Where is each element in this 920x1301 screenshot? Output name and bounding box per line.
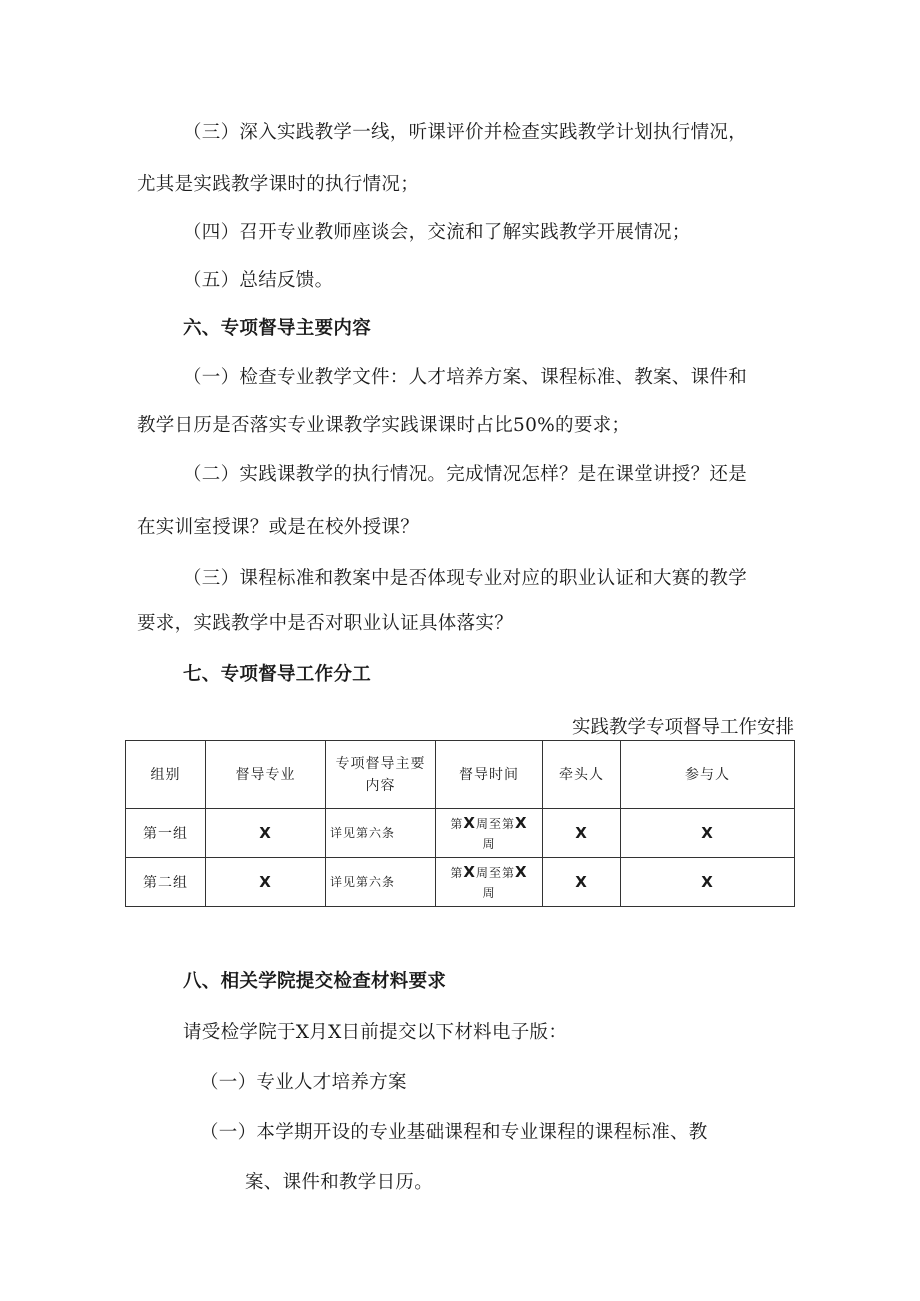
cell-leader: X <box>543 858 621 907</box>
paragraph-line: 请受检学院于X月X日前提交以下材料电子版： <box>183 1022 568 1043</box>
paragraph-line: 教学日历是否落实专业课教学实践课课时占比50%的要求； <box>137 415 631 436</box>
paragraph-line: （三）深入实践教学一线，听课评价并检查实践教学计划执行情况， <box>183 122 748 143</box>
paragraph-line: 尤其是实践教学课时的执行情况； <box>137 174 420 195</box>
table-row <box>126 809 795 858</box>
list-item-continuation: 案、课件和教学日历。 <box>245 1172 434 1193</box>
table-row <box>126 858 795 907</box>
paragraph-line: （二）实践课教学的执行情况。完成情况怎样？是在课堂讲授？还是 <box>183 464 748 485</box>
list-item: （一）专业人才培养方案 <box>200 1072 407 1093</box>
time-prefix: 第 <box>450 865 464 880</box>
header-major: 督导专业 <box>206 741 326 809</box>
paragraph-line: （三）课程标准和教案中是否体现专业对应的职业认证和大赛的教学 <box>183 568 748 589</box>
time-middle: 周至第 <box>476 865 516 880</box>
cell-leader: X <box>543 809 621 858</box>
header-members: 参与人 <box>621 741 795 809</box>
time-x1: X <box>463 862 476 881</box>
time-x1: X <box>463 813 476 832</box>
cell-content: 详见第六条 <box>326 858 436 907</box>
cell-group: 第一组 <box>126 809 206 858</box>
cell-group: 第二组 <box>126 858 206 907</box>
cell-content: 详见第六条 <box>326 809 436 858</box>
cell-time <box>436 858 543 907</box>
section-heading: 七、专项督导工作分工 <box>183 664 372 685</box>
time-prefix: 第 <box>450 816 464 831</box>
time-x2: X <box>515 813 528 832</box>
paragraph-line: （四）召开专业教师座谈会，交流和了解实践教学开展情况； <box>183 222 691 243</box>
paragraph-line: （一）检查专业教学文件：人才培养方案、课程标准、教案、课件和 <box>183 367 748 388</box>
header-time: 督导时间 <box>436 741 543 809</box>
schedule-table <box>125 740 795 907</box>
cell-major: X <box>206 809 326 858</box>
time-x2: X <box>515 862 528 881</box>
time-suffix: 周 <box>482 836 496 851</box>
header-leader: 牵头人 <box>543 741 621 809</box>
list-item: （一）本学期开设的专业基础课程和专业课程的课程标准、教 <box>200 1122 708 1143</box>
header-content: 专项督导主要内容 <box>326 741 436 809</box>
paragraph-line: 要求，实践教学中是否对职业认证具体落实？ <box>137 613 514 634</box>
section-heading: 六、专项督导主要内容 <box>183 318 372 339</box>
time-middle: 周至第 <box>476 816 516 831</box>
section-heading: 八、相关学院提交检查材料要求 <box>183 971 447 992</box>
paragraph-line: 在实训室授课？或是在校外授课？ <box>137 517 420 538</box>
paragraph-line: （五）总结反馈。 <box>183 270 334 291</box>
table-caption: 实践教学专项督导工作安排 <box>571 717 794 738</box>
header-group: 组别 <box>126 741 206 809</box>
cell-members: X <box>621 858 795 907</box>
cell-members: X <box>621 809 795 858</box>
cell-major: X <box>206 858 326 907</box>
table-header-row <box>126 741 795 809</box>
time-suffix: 周 <box>482 885 496 900</box>
cell-time <box>436 809 543 858</box>
